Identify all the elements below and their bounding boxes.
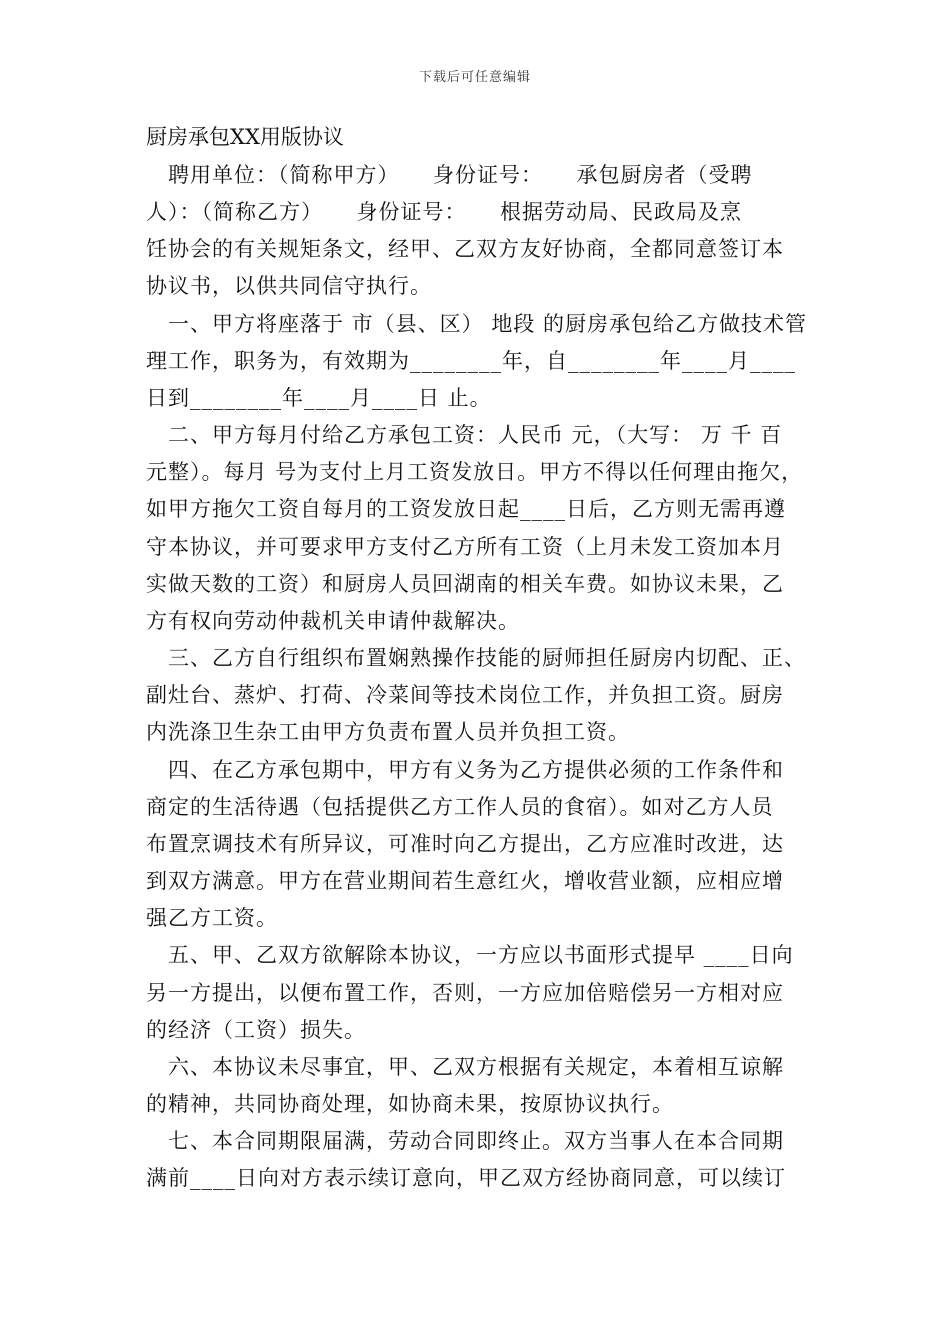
text-line: 人）：（简称乙方） 身份证号： 根据劳动局、民政局及烹 xyxy=(146,200,742,224)
text-line: 到双方满意。甲方在营业期间若生意红火，增收营业额，应相应增 xyxy=(146,869,784,893)
text-line: 的经济（工资）损失。 xyxy=(146,1018,366,1042)
text-line: 七、本合同期限届满，劳动合同即终止。双方当事人在本合同期 xyxy=(146,1129,784,1153)
text-line: 守本协议，并可要求甲方支付乙方所有工资（上月未发工资加本月 xyxy=(146,535,784,559)
text-line: 内洗涤卫生杂工由甲方负责布置人员并负担工资。 xyxy=(146,720,630,744)
text-line: 商定的生活待遇（包括提供乙方工作人员的食宿）。如对乙方人员 xyxy=(146,795,774,819)
text-line: 布置烹调技术有所异议，可准时向乙方提出，乙方应准时改进，达 xyxy=(146,832,784,856)
text-line: 方有权向劳动仲裁机关申请仲裁解决。 xyxy=(146,609,520,633)
text-line: 日到________年____月____日 止。 xyxy=(146,386,492,410)
text-line: 如甲方拖欠工资自每月的工资发放日起____日后，乙方则无需再遵 xyxy=(146,497,786,521)
text-line: 二、甲方每月付给乙方承包工资：人民币 元，（大写： 万 千 百 xyxy=(146,423,783,447)
text-line: 三、乙方自行组织布置娴熟操作技能的厨师担任厨房内切配、正、 xyxy=(146,646,806,670)
text-line: 四、在乙方承包期中，甲方有义务为乙方提供必须的工作条件和 xyxy=(146,758,784,782)
text-line: 一、甲方将座落于 市（县、区） 地段 的厨房承包给乙方做技术管 xyxy=(146,312,808,336)
text-line: 协议书，以供共同信守执行。 xyxy=(146,274,432,298)
text-line: 的精神，共同协商处理，如协商未果，按原协议执行。 xyxy=(146,1092,674,1116)
text-line: 饪协会的有关规矩条文，经甲、乙双方友好协商，全都同意签订本 xyxy=(146,237,784,261)
text-line: 副灶台、蒸炉、打荷、冷菜间等技术岗位工作，并负担工资。厨房 xyxy=(146,683,784,707)
text-line: 元整）。每月 号为支付上月工资发放日。甲方不得以任何理由拖欠， xyxy=(146,460,804,484)
text-line: 五、甲、乙双方欲解除本协议，一方应以书面形式提早 ____日向 xyxy=(146,943,794,967)
text-line: 强乙方工资。 xyxy=(146,906,278,930)
text-line: 满前____日向对方表示续订意向，甲乙双方经协商同意，可以续订 xyxy=(146,1166,786,1190)
text-line: 另一方提出，以便布置工作，否则，一方应加倍赔偿另一方相对应 xyxy=(146,981,784,1005)
document-title: 厨房承包XX用版协议 xyxy=(146,125,344,149)
text-line: 理工作，职务为，有效期为________年，自________年____月____ xyxy=(146,349,796,373)
text-line: 聘用单位：（简称甲方） 身份证号： 承包厨房者（受聘 xyxy=(146,163,753,187)
page-header: 下载后可任意编辑 xyxy=(418,70,531,85)
text-line: 六、本协议未尽事宜，甲、乙双方根据有关规定，本着相互谅解 xyxy=(146,1055,784,1079)
text-line: 实做天数的工资）和厨房人员回湖南的相关车费。如协议未果，乙 xyxy=(146,572,784,596)
